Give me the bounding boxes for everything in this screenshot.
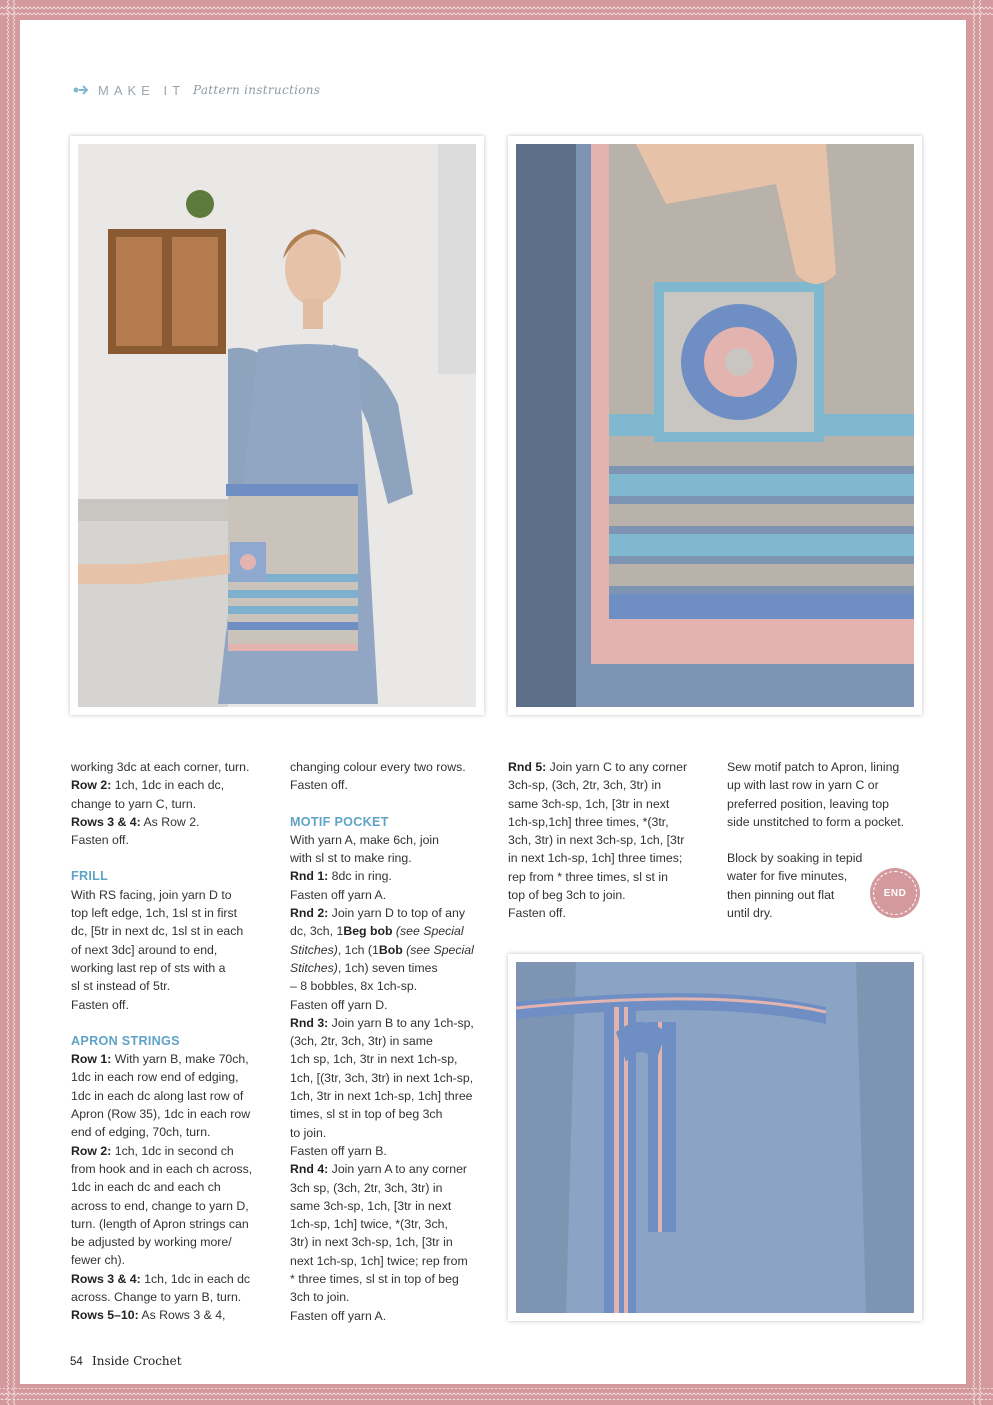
text-line: fewer ch). [71,1253,125,1268]
text-line: times, sl st in top of beg 3ch [290,1107,443,1122]
instruction-rows-5-10: Rows 5–10: As Rows 3 & 4, [71,1308,226,1323]
text-line: 1ch-sp,1ch] three times, *(3tr, [508,814,669,829]
text-line: 1ch-sp, 1ch] twice, *(3tr, 3ch, [290,1217,448,1232]
photo-apron-strings-closeup [508,954,922,1321]
text-line: water for five minutes, [727,869,848,884]
make-it-label: MAKE IT [98,82,186,98]
model-illustration [78,144,476,707]
text-line: (3ch, 2tr, 3ch, 3tr) in same [290,1034,433,1049]
instruction-rows-3-4: Rows 3 & 4: As Row 2. [71,814,200,829]
text-line: side unstitched to form a pocket. [727,814,905,829]
instruction-rnd-3: Rnd 3: Join yarn B to any 1ch-sp, [290,1015,474,1030]
section-header [72,80,320,100]
text-line: from hook and in each ch across, [71,1161,253,1176]
text-line: working last rep of sts with a [71,960,226,975]
instruction-rows-3-4-strings: Rows 3 & 4: 1ch, 1dc in each dc [71,1271,251,1286]
text-line: Fasten off yarn B. [290,1143,387,1158]
heading-apron-strings: APRON STRINGS [71,1033,180,1048]
text-line: Fasten off. [508,906,566,921]
text-line: turn. (length of Apron strings can [71,1216,249,1231]
instruction-row-2-strings: Row 2: 1ch, 1dc in second ch [71,1143,234,1158]
text-line: dc, 3ch, 1Beg bob (see Special [290,924,464,939]
instruction-rnd-1: Rnd 1: 8dc in ring. [290,869,392,884]
text-line: 3ch sp, (3ch, 2tr, 3ch, 3tr) in [290,1180,443,1195]
text-line: 1dc in each dc and each ch [71,1180,221,1195]
text-line: 1dc in each dc along last row of [71,1088,244,1103]
text-column-2 [290,758,495,1325]
photo-model-wearing-apron [70,136,484,715]
page-number: 54 [70,1356,83,1368]
text-line: same 3ch-sp, 1ch, [3tr in next [290,1198,452,1213]
text-line: of next 3dc] around to end, [71,942,218,957]
end-label: END [883,887,907,899]
heading-frill: FRILL [71,869,109,884]
text-line: 3ch, 3tr) in next 3ch-sp, 1ch, [3tr [508,833,685,848]
text-line: dc, [5tr in next dc, 1sl st in each [71,924,244,939]
text-line: changing colour every two rows. [290,760,466,774]
text-line: then pinning out flat [727,887,835,902]
text-line: Fasten off. [290,778,348,793]
text-line: 3tr) in next 3ch-sp, 1ch, [3tr in [290,1235,453,1250]
text-line: 3ch-sp, (3ch, 2tr, 3ch, 3tr) in [508,778,662,793]
text-line: 1dc in each row end of edging, [71,1070,239,1085]
text-line: change to yarn C, turn. [71,796,197,811]
instruction-rnd-4: Rnd 4: Join yarn A to any corner [290,1162,468,1177]
instruction-row-2: Row 2: 1ch, 1dc in each dc, [71,778,225,793]
text-line: 3ch to join. [290,1290,350,1305]
arrow-icon [72,84,90,96]
text-line: Sew motif patch to Apron, lining [727,760,900,774]
text-line: – 8 bobbles, 8x 1ch-sp. [290,979,418,994]
text-line: until dry. [727,906,773,921]
text-line: working 3dc at each corner, turn. [71,760,250,774]
text-line: Apron (Row 35), 1dc in each row [71,1107,251,1122]
text-line: Fasten off yarn A. [290,1308,387,1323]
text-line: in next 1ch-sp, 1ch] three times; [508,851,683,866]
text-line: Fasten off. [71,997,129,1012]
text-line: end of edging, 70ch, turn. [71,1125,211,1140]
text-line: 1ch, 3tr in next 1ch-sp, 1ch] three [290,1089,473,1104]
magazine-page [20,20,966,1384]
text-line: top left edge, 1ch, 1sl st in first [71,906,238,921]
text-line: 1ch, [(3tr, 3ch, 3tr) in next 1ch-sp, [290,1070,474,1085]
text-line: With RS facing, join yarn D to [71,887,232,902]
text-line: same 3ch-sp, 1ch, [3tr in next [508,796,670,811]
heading-motif-pocket: MOTIF POCKET [290,814,389,829]
text-line: across. Change to yarn B, turn. [71,1290,242,1305]
text-line: Block by soaking in tepid [727,851,863,866]
text-line: Stitches), 1ch (1Bob (see Special [290,942,474,957]
text-line: to join. [290,1125,327,1140]
text-line: next 1ch-sp, 1ch] twice; rep from [290,1253,468,1268]
text-column-3 [508,758,713,923]
strings-illustration [516,962,914,1313]
text-line: rep from * three times, sl st in [508,869,668,884]
end-badge [870,868,920,918]
text-line: with sl st to make ring. [290,851,412,866]
text-line: Fasten off yarn D. [290,997,388,1012]
text-line: Fasten off yarn A. [290,887,387,902]
text-line: Stitches), 1ch) seven times [290,960,438,975]
instruction-row-1: Row 1: With yarn B, make 70ch, [71,1052,249,1067]
text-line: Fasten off. [71,833,129,848]
page-footer [70,1354,182,1368]
text-line: across to end, change to yarn D, [71,1198,249,1213]
text-column-1 [71,758,276,1325]
photo-pocket-closeup [508,136,922,715]
text-line: 1ch sp, 1ch, 3tr in next 1ch-sp, [290,1052,458,1067]
magazine-name: Inside Crochet [92,1354,182,1368]
text-line: be adjusted by working more/ [71,1235,232,1250]
text-line: sl st instead of 5tr. [71,979,171,994]
instruction-rnd-2: Rnd 2: Join yarn D to top of any [290,906,465,921]
instruction-rnd-5: Rnd 5: Join yarn C to any corner [508,760,688,774]
text-line: top of beg 3ch to join. [508,888,626,903]
text-line: preferred position, leaving top [727,796,890,811]
text-line: up with last row in yarn C or [727,778,879,793]
text-line: With yarn A, make 6ch, join [290,832,439,847]
pattern-instructions-label: Pattern instructions [193,83,321,97]
text-line: * three times, sl st in top of beg [290,1272,459,1287]
pocket-illustration [516,144,914,707]
